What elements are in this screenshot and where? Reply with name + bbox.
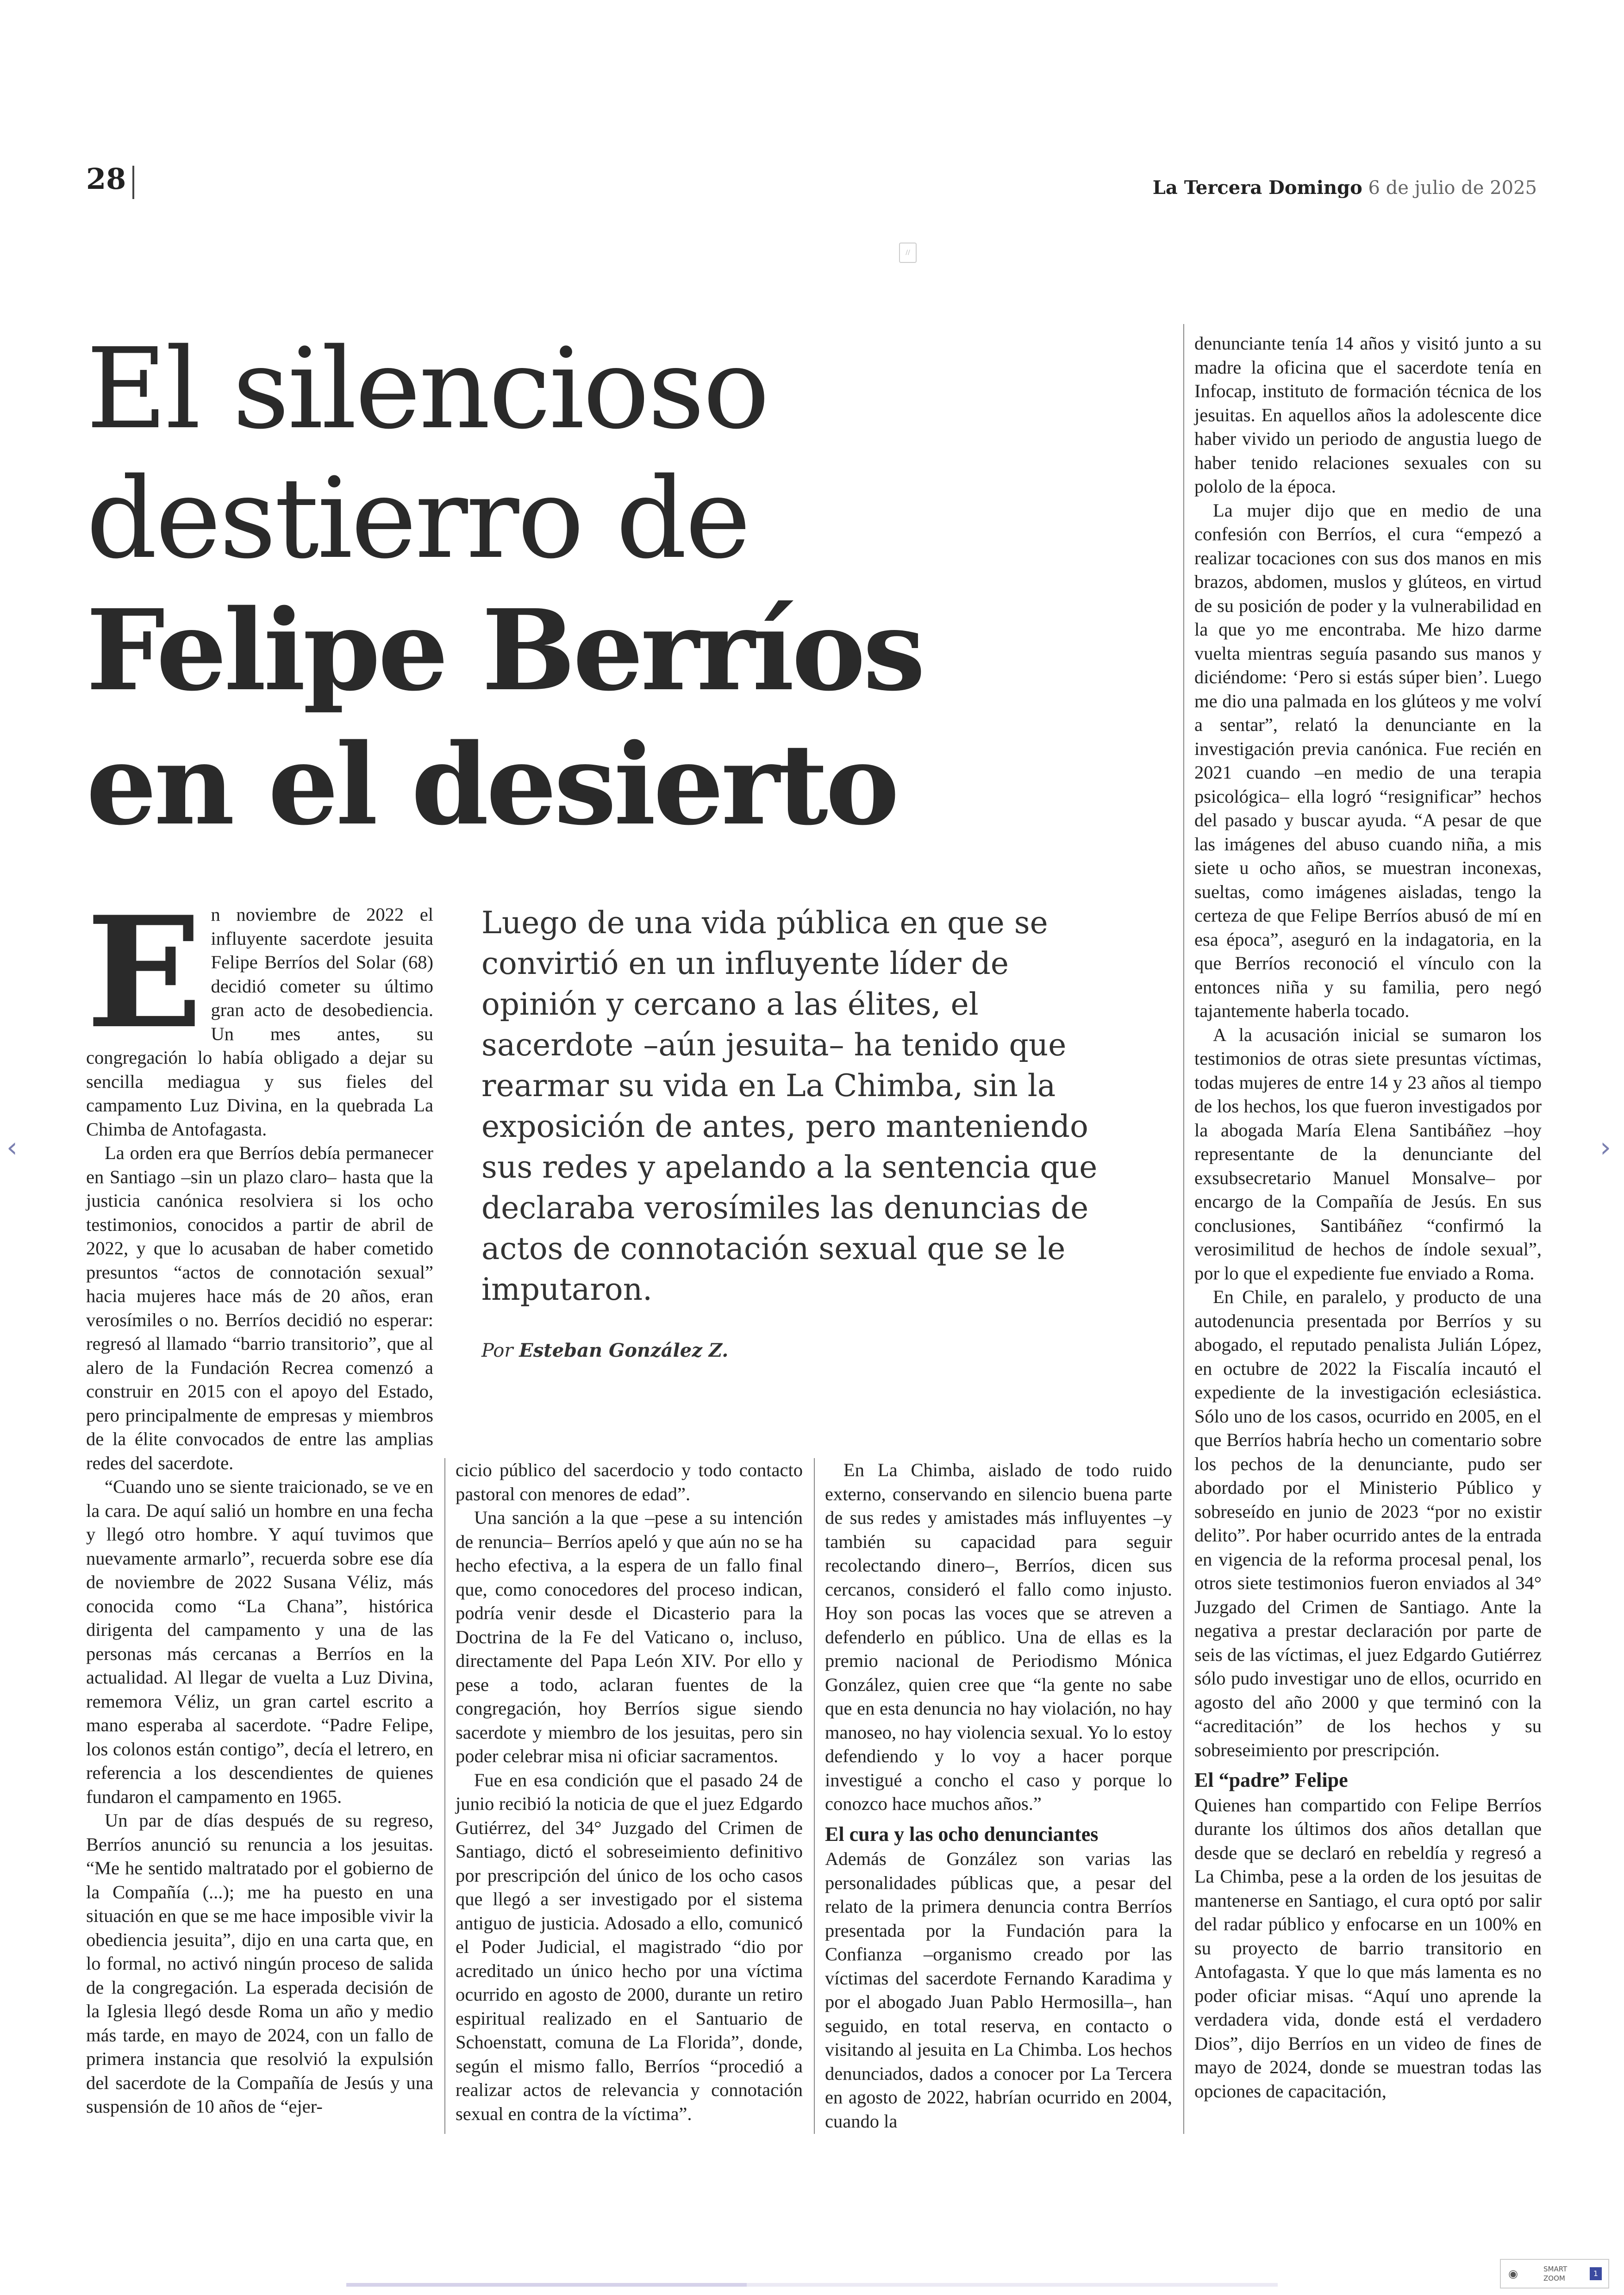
col1-paragraph: “Cuando uno se siente traicionado, se ve en la cara. De aquí salió un hombre en una fecha y llegó otro hombre. Y aquí tuvimos que nuevamente armarlo”, recuerda sobre ese día de noviembre de 2022 Susana Véliz, más conocida como “La Chana”, histórica dirigenta del campamento y una de las personas más cercanas a Berríos en la actualidad. Al llegar de vuelta a Luz Divina, rememora Véliz, un gran cartel escrito a mano esperaba al sacerdote. “Padre Felipe, los colonos están contigo”, decía el letrero, en referencia a los descendientes de quienes fundaron el campamento en 1965. <box>86 1476 433 1807</box>
article-column-4 <box>1194 331 1542 2103</box>
page-indicator-badge: 1 <box>1590 2267 1602 2280</box>
article-column-3 <box>825 1458 1172 2133</box>
smart-zoom-label-line2: ZOOM <box>1543 2274 1565 2283</box>
headline-line-1: El silencioso <box>86 324 768 454</box>
publication-name: La Tercera Domingo <box>1152 177 1362 199</box>
folio-divider <box>132 166 134 199</box>
headline <box>86 324 956 852</box>
article-column-1 <box>86 883 433 2119</box>
smart-zoom-label-line1: SMART <box>1543 2265 1568 2273</box>
col4-paragraph: Quienes han compartido con Felipe Berríos durante los últimos dos años detallan que desde que se declaró en rebeldía y regresó a La Chimba, pese a la orden de los jesuitas de mantenerse en Santiago, el cura optó por salir del radar público y enfocarse en un 100% en su proyecto de barrio transitorio en Antofagasta. Y que lo que más lamenta es no poder oficiar misas. “Aquí uno aprende la verdadera vida, donde está el verdadero Dios”, dijo Berríos en un video de fines de mayo de 2024, donde se muestran todas las opciones de capacitación, <box>1194 1794 1542 2102</box>
col2-paragraph: Fue en esa condición que el pasado 24 de junio recibió la noticia de que el juez Edgardo Gutiérrez, del 34° Juzgado del Crimen de Santiago, dictó el sobreseimiento definitivo por prescripción del único de los ocho casos que llegó a ser investigado por el sistema antiguo de justicia. Adosado a ello, comunicó el Poder Judicial, el magistrado “dio por acreditado un único hecho por una víctima ocurrido en agosto de 2000, durante un retiro espiritual realizado en el Santuario de Schoenstatt, comuna de La Florida”, donde, según el mismo fallo, Berríos “procedió a realizar actos de relevancia y connotación sexual en contra de la víctima”. <box>456 1769 803 2124</box>
page-number: 28 <box>86 162 126 196</box>
next-page-chevron-icon[interactable]: › <box>1600 1131 1611 1164</box>
col4-paragraph: En Chile, en paralelo, y producto de una autodenuncia presentada por Berríos y su abogado, el reputado penalista Julián López, en octubre de 2022 la Fiscalía incautó el expediente de la investigación eclesiástica. Sólo uno de los casos, ocurrido en 2005, en el que Berríos habría hecho un comentario sobre los pechos de la denunciante, pudo ser abordado por el Ministerio Público y sobreseído en junio de 2023 “por no existir delito”. Por haber ocurrido antes de la entrada en vigencia de la reforma procesal penal, los otros siete testimonios fueron enviados al 34° Juzgado del Crimen de Santiago. Ante la negativa a prestar declaración por parte de seis de las víctimas, el juez Edgardo Gutiérrez sólo pudo investigar uno de ellos, ocurrido en agosto del año 2000 y que terminó con la “acreditación” de los hechos y su sobreseimiento por prescripción. <box>1194 1286 1542 1760</box>
article-column-2 <box>456 1458 803 2126</box>
page-marker-icon: // <box>899 243 917 263</box>
byline-prefix: Por <box>481 1340 513 1361</box>
smart-zoom-button[interactable] <box>1500 2259 1609 2289</box>
page-progress-fill <box>346 2283 747 2287</box>
col1-paragraph: n noviembre de 2022 el influyente sacerdote jesuita Felipe Berríos del Solar (68) decidió cometer su último gran acto de desobediencia. Un mes antes, su congregación lo había obligado a dejar su sencilla mediagua y sus fieles del campamento Luz Divina, en la quebrada La Chimba de Antofagasta. <box>86 904 433 1140</box>
headline-line-3: Felipe Berríos <box>86 585 923 716</box>
byline-author: Esteban González Z. <box>519 1340 729 1361</box>
publication-date: 6 de julio de 2025 <box>1368 177 1537 199</box>
col4-paragraph: La mujer dijo que en medio de una confesión con Berríos, el cura “empezó a realizar tocaciones con sus dos manos en mis brazos, abdomen, muslos y glúteos, en virtud de su posición de poder y la vulnerabilidad en la que yo me encontraba. Me hizo darme vuelta mientras seguía pasando sus manos y diciéndome: ‘Pero si estás súper bien’. Luego me dio una palmada en los glúteos y me volví a sentar”, relató la denunciante en la investigación previa canónica. Fue recién en 2021 cuando –en medio de una terapia psicológica– ella logró “resignificar” hechos del pasado y buscar ayuda. “A pesar de que las imágenes del abuso cuando niña, a mis siete u ocho años, se muestran inconexas, sueltas, como imágenes aisladas, tengo la certeza de que Felipe Berríos abusó de mí en esa época”, aseguró en la indagatoria, en la que Berríos reconoció el vínculo con la entonces niña y su familia, pero negó tajantemente haberla tocado. <box>1194 499 1542 1021</box>
article-lead: Luego de una vida pública en que se convirtió en un influyente líder de opinión y cercano a las élites, el sacerdote –aún jesuita– ha tenido que rearmar su vida en La Chimba, sin la exposición de antes, pero manteniendo sus redes y apelando a la sentencia que declaraba verosímiles las denuncias de actos de connotación sexual que se le imputaron. <box>481 905 1098 1307</box>
drop-cap: E <box>86 883 203 1062</box>
column-rule <box>1183 324 1184 2134</box>
col4-paragraph: denunciante tenía 14 años y visitó junto a su madre la oficina que el sacerdote tenía en Infocap, instituto de formación técnica de los jesuitas. En aquellos años la adolescente dice haber vivido un periodo de angustia luego de haber tenido relaciones sexuales con su pololo de la época. <box>1194 333 1542 497</box>
eye-icon: ◉ <box>1508 2267 1518 2280</box>
byline <box>481 1340 728 1361</box>
column-rule <box>814 1458 815 2134</box>
col2-paragraph: cicio público del sacerdocio y todo contacto pastoral con menores de edad”. <box>456 1459 803 1504</box>
headline-line-4: en el desierto <box>86 719 897 850</box>
prev-page-chevron-icon[interactable]: ‹ <box>6 1131 18 1164</box>
col3-paragraph: En La Chimba, aislado de todo ruido externo, conservando en silencio buena parte de sus redes y amistades más influyentes –y también su capacidad para seguir recolectando dinero–, Berríos, dicen sus cercanos, consideró el fallo como injusto. Hoy son pocas las voces que se atreven a defenderlo en público. Una de ellas es la premio nacional de Periodismo Mónica González, quien cree que “la gente no sabe que en esta denuncia no hay violación, no hay manoseo, no hay violencia sexual. Yo lo estoy defendiendo y lo voy a hacer porque investigué a concho el caso y porque lo conozco hace muchos años.” <box>825 1459 1172 1814</box>
col1-paragraph: La orden era que Berríos debía permanecer en Santiago –sin un plazo claro– hasta que la justicia canónica resolviera si los ocho testimonios, conocidos a partir de abril de 2022, y que lo acusaban de haber cometido presuntos “actos de connotación sexual” hacia mujeres hace más de 20 años, eran verosímiles o no. Berríos decidió no esperar: regresó al llamado “barrio transitorio”, que al alero de la Fundación Recrea comenzó a construir en 2015 con el apoyo del Estado, pero principalmente de empresas y miembros de la élite convocados de entre las amplias redes del sacerdote. <box>86 1142 433 1473</box>
subhead: El “padre” Felipe <box>1194 1769 1348 1791</box>
headline-line-2: destierro de <box>86 454 749 583</box>
col1-paragraph: Un par de días después de su regreso, Berríos anunció su renuncia a los jesuitas. “Me he sentido maltratado por el gobierno de la Compañía (...); me ha puesto en una situación en que se me hace imposible vivir la obediencia jesuita”, dijo en una carta que, en lo formal, no activó ningún proceso de salida de la congregación. La esperada decisión de la Iglesia llegó desde Roma un año y medio más tarde, en mayo de 2024, con un fallo de primera instancia que resolvió la expulsión del sacerdote de la Compañía de Jesús y una suspensión de 10 años de “ejer- <box>86 1810 433 2117</box>
publication-line <box>1153 177 1537 199</box>
col2-paragraph: Una sanción a la que –pese a su intención de renuncia– Berríos apeló y que aún no se ha hecho efectiva, a la espera de un fallo final que, como conocedores del proceso indican, podría venir desde el Dicasterio para la Doctrina de la Fe del Vaticano o, incluso, directamente del Papa León XIV. Por ello y pese a todo, aclaran fuentes de la congregación, hoy Berríos sigue siendo sacerdote y miembro de los jesuitas, pero sin poder celebrar misa ni oficiar sacramentos. <box>456 1507 803 1766</box>
col3-paragraph: Además de González son varias las personalidades públicas que, a pesar del relato de la primera denuncia contra Berríos presentada por la Fundación para la Confianza –organismo creado por las víctimas del sacerdote Fernando Karadima y por el abogado Juan Pablo Hermosilla–, han seguido, en total reserva, en contacto o visitando al jesuita en La Chimba. Los hechos denunciados, dados a conocer por La Tercera en agosto de 2022, habrían ocurrido en 2004, cuando la <box>825 1848 1172 2132</box>
subhead: El cura y las ocho denunciantes <box>825 1822 1099 1846</box>
col4-paragraph: A la acusación inicial se sumaron los testimonios de otras siete presuntas víctimas, todas mujeres de entre 14 y 23 años al tiempo de los hechos, los que fueron investigados por la abogada María Elena Santibáñez –hoy representante de la denunciante del exsubsecretario Manuel Monsalve– por encargo de la Compañía de Jesús. En sus conclusiones, Santibáñez “confirmó la verosimilitud de hechos de índole sexual”, por lo que el expediente fue enviado a Roma. <box>1194 1024 1542 1284</box>
column-rule <box>444 1458 445 2134</box>
smart-zoom-label <box>1543 2264 1567 2283</box>
